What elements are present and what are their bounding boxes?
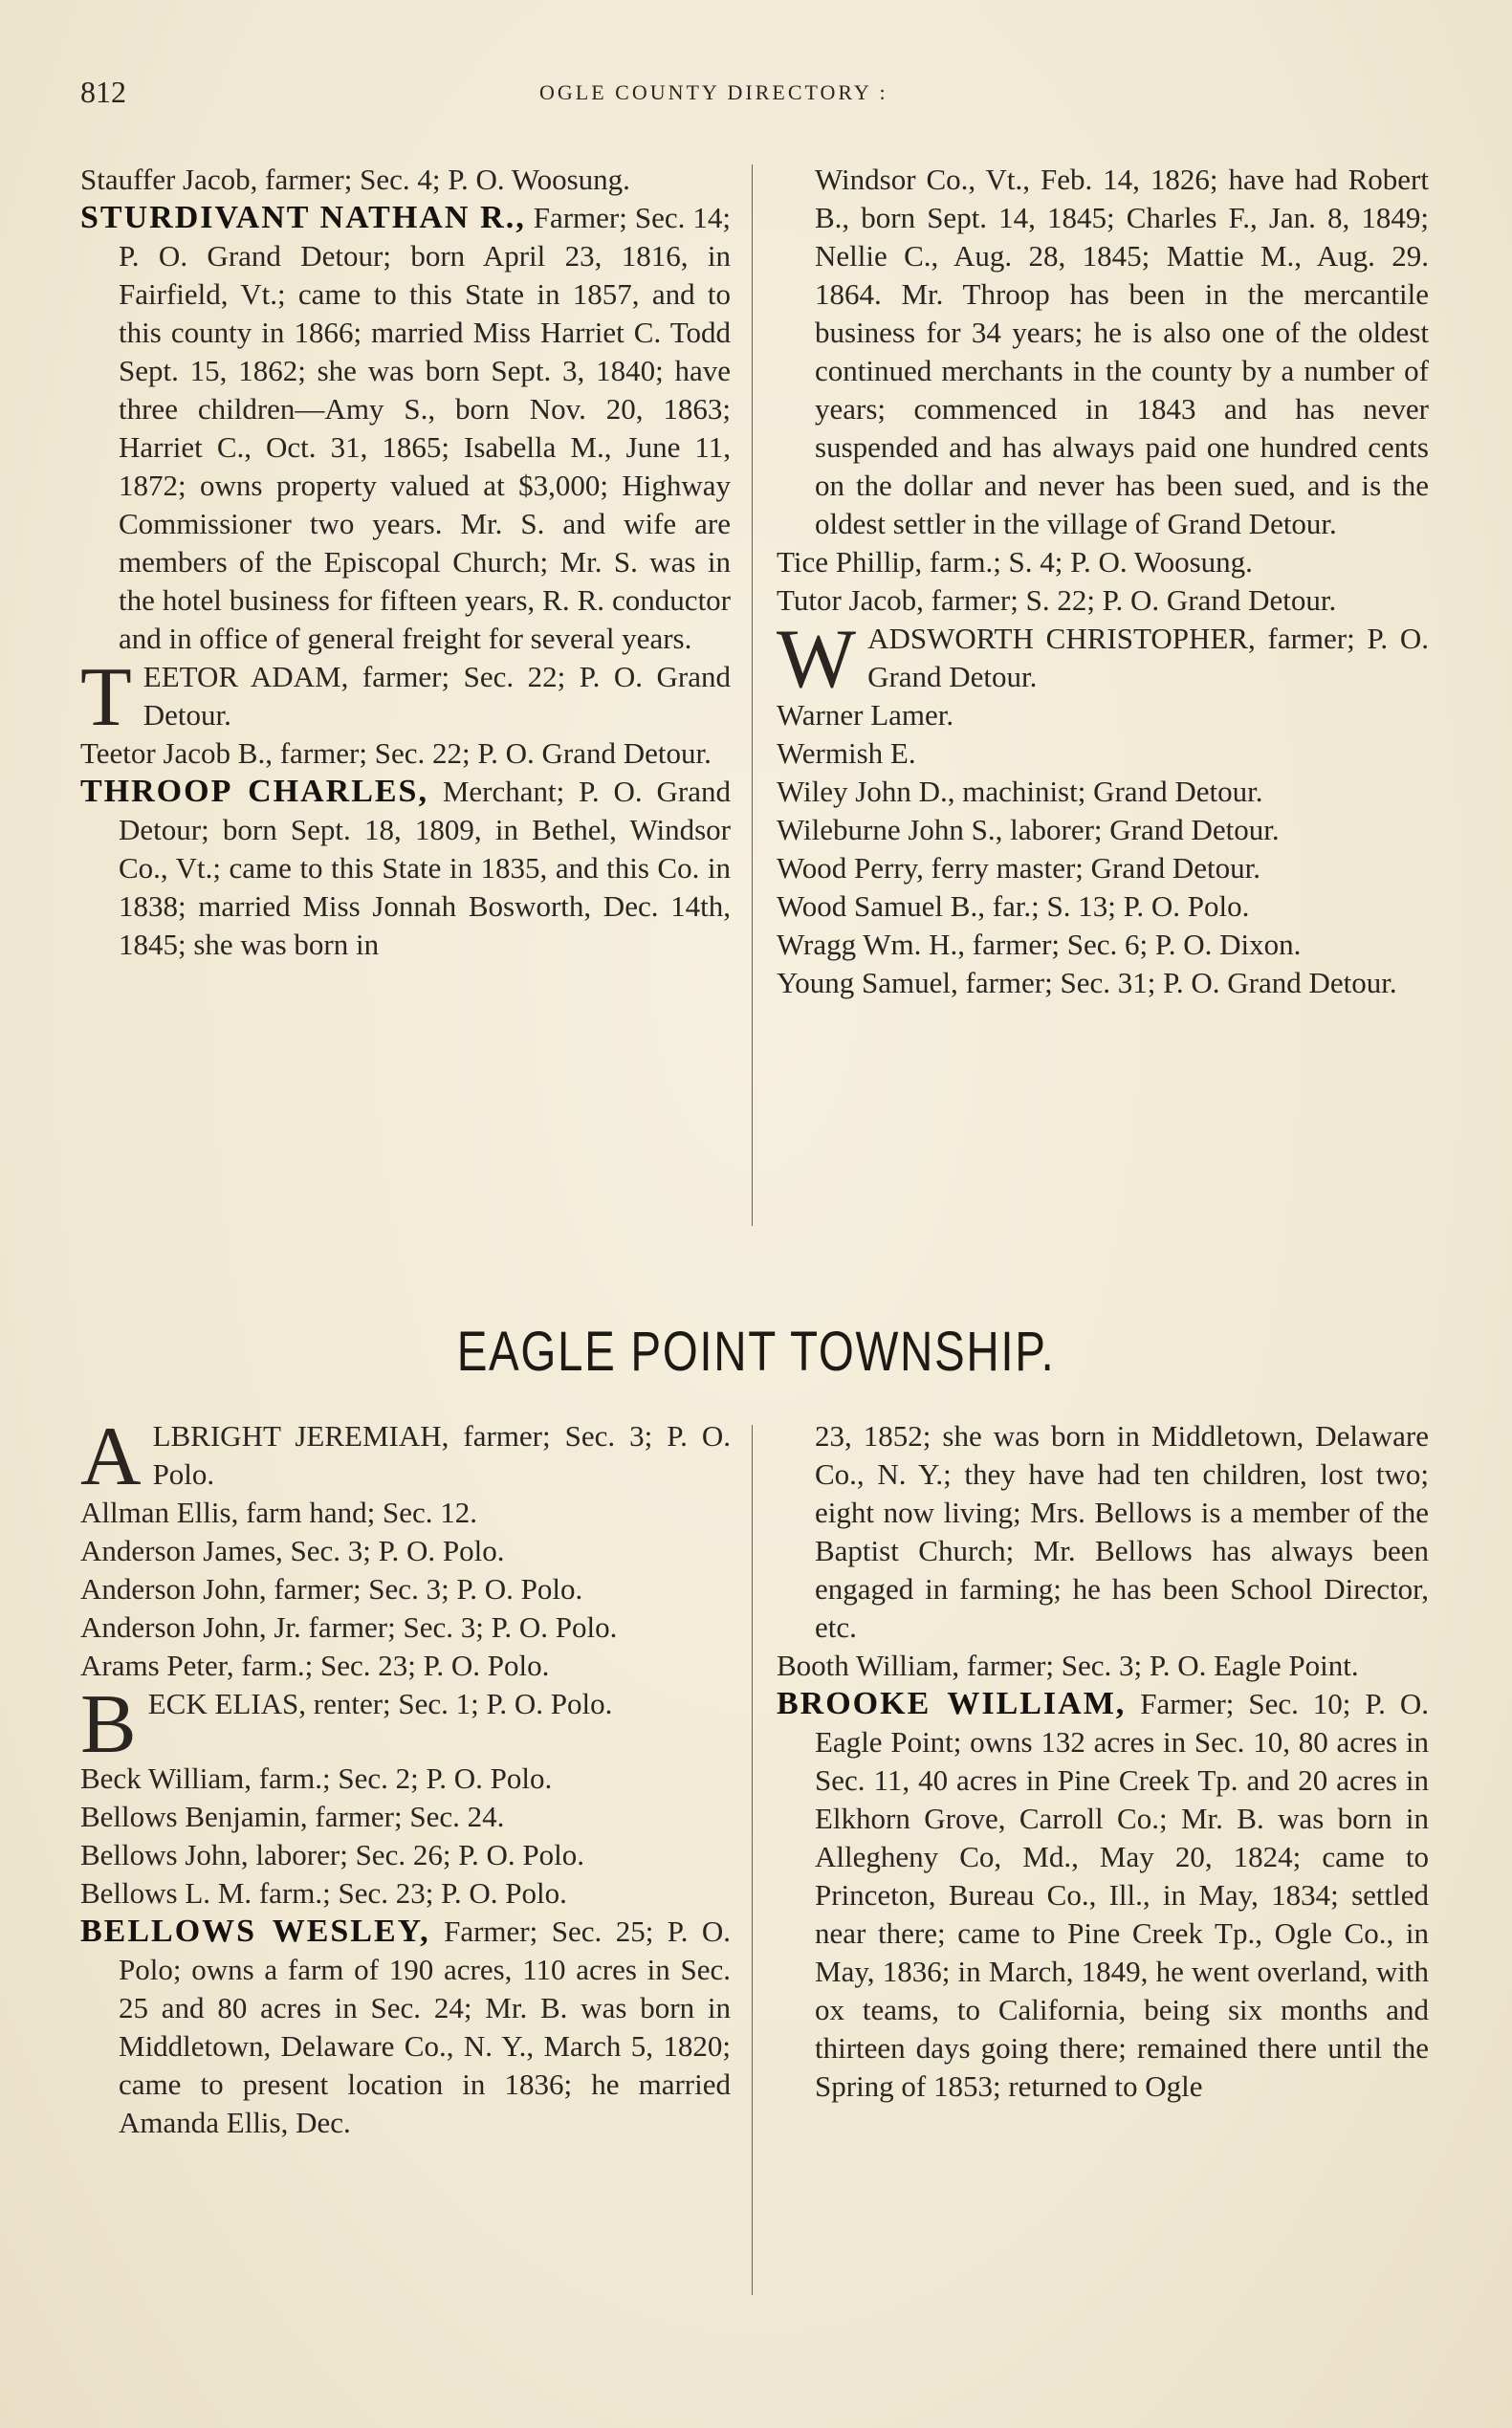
drop-cap: W: [777, 620, 857, 696]
entry-text: Wood Samuel B., far.; S. 13; P. O. Polo.: [777, 889, 1250, 923]
directory-entry: [80, 161, 731, 199]
bio-entry: [777, 1685, 1429, 2106]
entry-text: EETOR ADAM, farmer; Sec. 22; P. O. Grand Detour.: [142, 660, 731, 732]
entry-text: Teetor Jacob B., farmer; Sec. 22; P. O. Grand Detour.: [80, 736, 712, 770]
directory-entry: [777, 543, 1429, 581]
section-title: EAGLE POINT TOWNSHIP.: [456, 1321, 1056, 1383]
initial-entry: [80, 658, 731, 734]
continued-entry: [777, 161, 1429, 543]
drop-cap: T: [80, 658, 132, 734]
continued-entry: [777, 1417, 1429, 1647]
entry-text: Anderson John, farmer; Sec. 3; P. O. Polo.: [80, 1572, 583, 1606]
directory-entry: [80, 734, 731, 773]
directory-entry: [777, 811, 1429, 849]
directory-entry: [777, 964, 1429, 1002]
entry-text: Young Samuel, farmer; Sec. 31; P. O. Grand Detour.: [777, 966, 1397, 999]
top-right-column: [777, 161, 1429, 1002]
directory-entry: [777, 734, 1429, 773]
bottom-left-column: [80, 1417, 731, 2142]
page-header: [80, 75, 970, 113]
entry-text: Bellows L. M. farm.; Sec. 23; P. O. Polo.: [80, 1876, 567, 1910]
directory-entry: [80, 1798, 731, 1836]
directory-entry: [80, 1494, 731, 1532]
directory-entry: [80, 1836, 731, 1874]
entry-text: Bellows John, laborer; Sec. 26; P. O. Polo.: [80, 1838, 584, 1871]
entry-name: BROOKE WILLIAM,: [777, 1686, 1127, 1721]
directory-entry: [777, 581, 1429, 620]
entry-text: Farmer; Sec. 25; P. O. Polo; owns a farm of 190 acres, 110 acres in Sec. 25 and 80 acres in Sec. 24; Mr. B. was born in Middletown, Delaware Co., N. Y., March 5, 1820; came to present location in 1836; he married Amanda Ellis, Dec.: [119, 1914, 731, 2139]
directory-entry: [80, 1647, 731, 1685]
entry-text: Farmer; Sec. 14; P. O. Grand Detour; born April 23, 1816, in Fairfield, Vt.; came to this State in 1857, and to this county in 1866; married Miss Harriet C. Todd Sept. 15, 1862; she was born Sept. 3, 1840; have three children—Amy S., born Nov. 20, 1863; Harriet C., Oct. 31, 1865; Isabella M., June 11, 1872; owns property valued at $3,000; Highway Commissioner two years. Mr. S. and wife are members of the Episcopal Church; Mr. S. was in the hotel business for fifteen years, R. R. conductor and in office of general freight for several years.: [119, 201, 731, 655]
entry-text: Merchant; P. O. Grand Detour; born Sept. 18, 1809, in Bethel, Windsor Co., Vt.; came to this State in 1835, and this Co. in 1838; married Miss Jonnah Bosworth, Dec. 14th, 1845; she was born in: [119, 775, 731, 961]
entry-text: Windsor Co., Vt., Feb. 14, 1826; have had Robert B., born Sept. 14, 1845; Charles F., Jan. 8, 1849; Nellie C., Aug. 28, 1845; Mattie M., Aug. 29. 1864. Mr. Throop has been in the mercantile business for 34 years; he is also one of the oldest continued merchants in the county by a number of years; commenced in 1843 and has never suspended and has always paid one hundred cents on the dollar and never has been sued, and is the oldest settler in the village of Grand Detour.: [815, 163, 1429, 540]
bottom-right-column: [777, 1417, 1429, 2106]
bio-entry: [80, 1913, 731, 2142]
entry-text: Wood Perry, ferry master; Grand Detour.: [777, 851, 1260, 885]
directory-entry: [777, 849, 1429, 887]
directory-entry: [80, 1532, 731, 1570]
entry-text: LBRIGHT JEREMIAH, farmer; Sec. 3; P. O. Polo.: [152, 1419, 731, 1491]
entry-text: Wiley John D., machinist; Grand Detour.: [777, 775, 1263, 808]
top-column-divider: [752, 164, 753, 1226]
directory-entry: [777, 887, 1429, 926]
entry-text: Tice Phillip, farm.; S. 4; P. O. Woosung.: [777, 545, 1253, 579]
drop-cap: B: [80, 1685, 137, 1760]
entry-text: 23, 1852; she was born in Middletown, Delaware Co., N. Y.; they have had ten children, lost two; eight now living; Mrs. Bellows is a member of the Baptist Church; Mr. Bellows has always been engaged in farming; he has been School Director, etc.: [815, 1419, 1429, 1644]
bio-entry: [80, 773, 731, 964]
directory-entry: [777, 773, 1429, 811]
directory-entry: [80, 1760, 731, 1798]
initial-entry: [80, 1417, 731, 1494]
page-number: 812: [80, 75, 126, 109]
entry-text: Farmer; Sec. 10; P. O. Eagle Point; owns 132 acres in Sec. 10, 80 acres in Sec. 11, 40 acres in Pine Creek Tp. and 20 acres in Elkhorn Grove, Carroll Co.; Mr. B. was born in Allegheny Co, Md., May 20, 1824; came to Princeton, Bureau Co., Ill., in May, 1834; settled near there; came to Pine Creek Tp., Ogle Co., in May, 1836; in March, 1849, he went overland, with ox teams, to California, being six months and thirteen days going there; remained there until the Spring of 1853; returned to Ogle: [815, 1687, 1429, 2103]
directory-entry: [777, 1647, 1429, 1685]
entry-text: ADSWORTH CHRISTOPHER, farmer; P. O. Grand Detour.: [867, 622, 1429, 693]
bio-entry: [80, 199, 731, 658]
directory-entry: [80, 1608, 731, 1647]
entry-text: Wermish E.: [777, 736, 916, 770]
directory-entry: [80, 1570, 731, 1608]
entry-text: Anderson James, Sec. 3; P. O. Polo.: [80, 1534, 505, 1567]
running-title: OGLE COUNTY DIRECTORY :: [539, 80, 888, 104]
entry-text: Wileburne John S., laborer; Grand Detour.: [777, 813, 1280, 846]
directory-entry: [80, 1874, 731, 1913]
entry-name: BELLOWS WESLEY,: [80, 1914, 430, 1949]
directory-entry: [777, 696, 1429, 734]
entry-text: Booth William, farmer; Sec. 3; P. O. Eagle Point.: [777, 1649, 1359, 1682]
entry-text: Tutor Jacob, farmer; S. 22; P. O. Grand Detour.: [777, 583, 1337, 617]
entry-text: Warner Lamer.: [777, 698, 954, 732]
entry-text: Stauffer Jacob, farmer; Sec. 4; P. O. Woosung.: [80, 163, 630, 196]
entry-text: Arams Peter, farm.; Sec. 23; P. O. Polo.: [80, 1649, 550, 1682]
bottom-column-divider: [752, 1425, 753, 2295]
entry-text: Wragg Wm. H., farmer; Sec. 6; P. O. Dixon.: [777, 928, 1302, 961]
initial-entry: [80, 1685, 731, 1760]
initial-entry: [777, 620, 1429, 696]
entry-text: Allman Ellis, farm hand; Sec. 12.: [80, 1496, 477, 1529]
entry-text: ECK ELIAS, renter; Sec. 1; P. O. Polo.: [147, 1687, 613, 1720]
directory-entry: [777, 926, 1429, 964]
drop-cap: A: [80, 1417, 142, 1494]
top-left-column: [80, 161, 731, 964]
entry-text: Bellows Benjamin, farmer; Sec. 24.: [80, 1800, 505, 1833]
entry-text: Beck William, farm.; Sec. 2; P. O. Polo.: [80, 1761, 553, 1795]
entry-name: THROOP CHARLES,: [80, 774, 428, 809]
entry-text: Anderson John, Jr. farmer; Sec. 3; P. O. Polo.: [80, 1610, 618, 1644]
entry-name: STURDIVANT NATHAN R.,: [80, 200, 526, 235]
